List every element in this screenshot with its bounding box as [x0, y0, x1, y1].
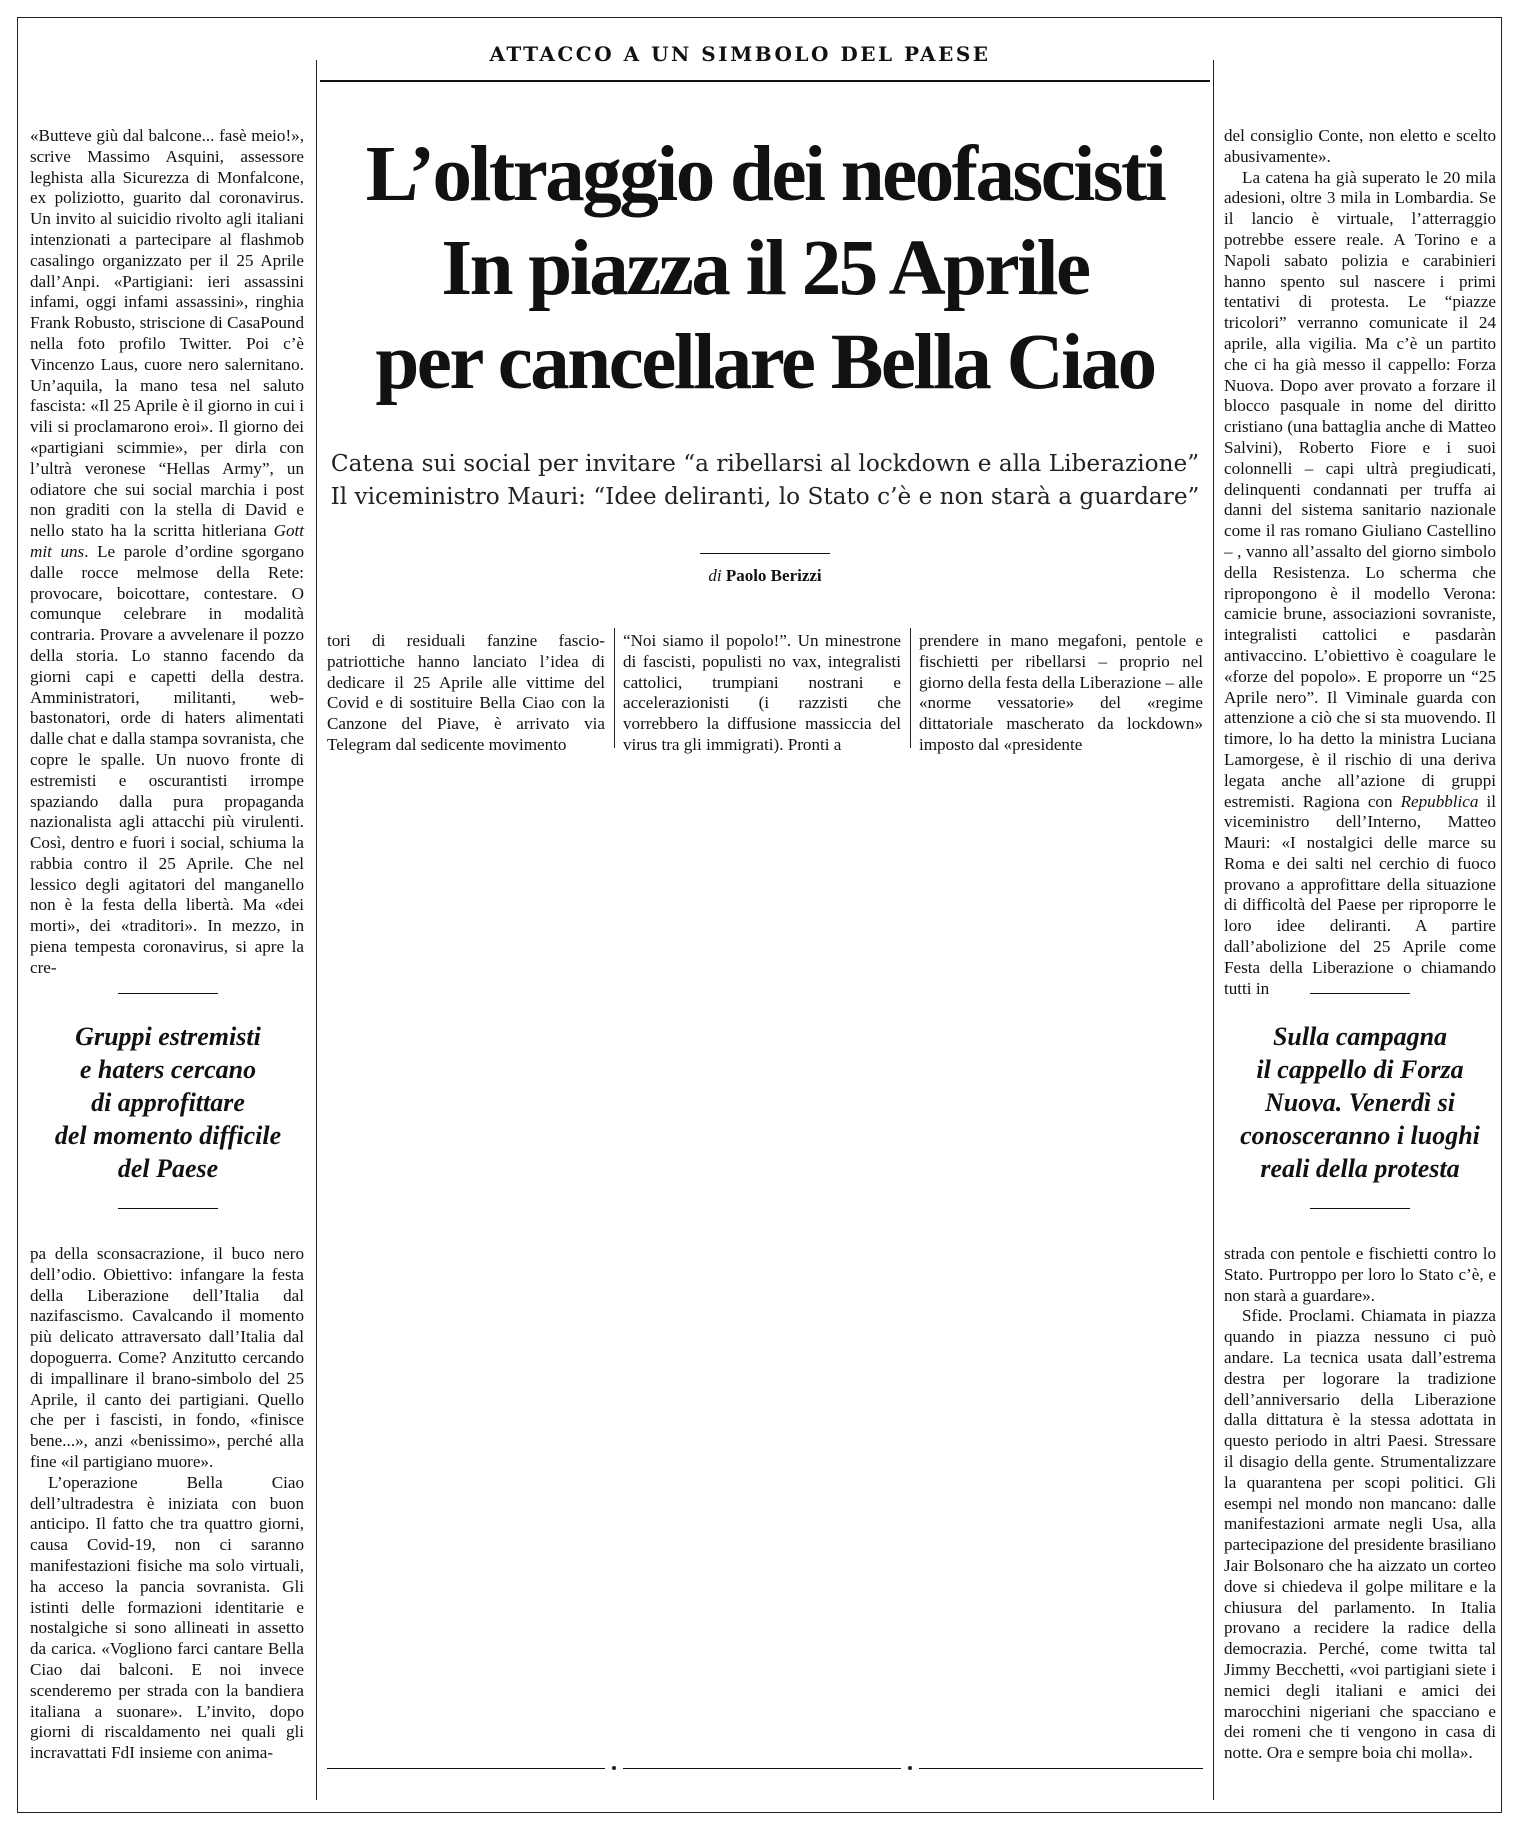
byline-rule: [700, 553, 830, 554]
right-top-text: La catena ha già superato le 20 mila adesioni, oltre 3 mila in Lombardia. Se il lancio è virtuale, l’atterraggio potrebbe essere reale. A Torino e a Napoli sabato polizia e carabinieri hanno spento sul nascere i primi tentativi di protesta. Le “piazze tricolori” verranno comunicate il 24 aprile, alla vigilia. Ma c’è un partito che ci ha già messo il cappello: Forza Nuova. Dopo aver provato a forzare il blocco pasquale in nome del diritto cristiano (una battaglia anche di Matteo Salvini), Roberto Fiore e i suoi colonnelli – capi ultrà pregiudicati, delinquenti condannati per truffa ai danni del sistema sanitario nazionale come il ras romano Giuliano Castellino – , vanno all’assalto del giorno simbolo della Resistenza. Lo scherma che ripropongono è il modello Verona: camicie brune, associazioni sovraniste, integralisti cattolici e pasdaràn antivaccino. L’obiettivo è coagulare le «forze del popolo». E proporre un “25 Aprile nero”. Il Viminale guarda con attenzione a ciò che si sta muovendo. Il timore, lo ha detto la ministra Luciana Lamorgese, è il rischio di una deriva legata anche all’azione di gruppi estremisti. Ragiona con: [1224, 167, 1496, 811]
byline: [600, 566, 930, 586]
bottom-rule-center: [623, 1768, 901, 1769]
left-top-text-end: . Le parole d’ordine sgorgano dalle rocce melmose della Rete: provocare, boicottare, contestare. O comunque celebrare in modalità contraria. Provare a avvelenare il pozzo della storia. Lo stanno facendo da giorni capi e capetti della destra. Amministratori, militanti, web-bastonatori, orde di haters alimentati dalle chat e dalla stampa sovranista, che copre le spalle. Un nuovo fronte di estremisti e oscurantisti irrompe spaziando dalla pura propaganda nazionalista agli attacchi più virulenti. Così, dentro e fuori i social, schiuma la rabbia contro il 25 Aprile. Che nel lessico degli agitatori del manganello non è la festa della libertà. Ma «dei morti», dei «traditori». In mezzo, in piena tempesta coronavirus, si apre la cre-: [30, 541, 304, 977]
deck: Catena sui social per invitare “a ribellarsi al lockdown e alla Liberazione” Il viceministro Mauri: “Idee deliranti, lo Stato c’è e non starà a guardare”: [330, 450, 1200, 510]
right-top-paragraph-1: del consiglio Conte, non eletto e scelto abusivamente».: [1224, 126, 1496, 166]
right-bottom-paragraph-2: Sfide. Proclami. Chiamata in piazza quando in piazza nessuno ci può andare. La tecnica usata dall’estrema destra per logorare la tradizione dell’anniversario della Liberazione dalla dittatura è la stessa adottata in questo periodo in altri Paesi. Stressare il disagio della gente. Strumentalizzare la quarantena per scopi politici. Gli esempi nel mondo non mancano: dalle manifestazioni armate negli Usa, alla partecipazione del presidente brasiliano Jair Bolsonaro che ha aizzato un corteo dove si chiedeva il golpe militare e la chiusura del parlamento. In Italia provano a recidere la radice della democrazia. Perché, come twitta tal Jimmy Becchetti, «voi partigiani siete i nemici degli italiani e amici dei marocchini nigeriani che spacciano e dei romeni che ti vengono in casa di notte. Ora e sempre boia chi molla».: [1224, 1306, 1496, 1763]
pull-left-rule-bottom: [118, 1208, 218, 1209]
pull-right-rule-top: [1310, 993, 1410, 994]
left-bottom-paragraph-2: L’operazione Bella Ciao dell’ultradestra è iniziata con buon anticipo. Il fatto che tra quattro giorni, causa Covid-19, non ci saranno manifestazioni fisiche ma solo virtuali, ha acceso la pancia sovranista. Gli istinti delle formazioni identitarie e nostalgiche si sono allineati in assetto da carica. «Vogliono farci cantare Bella Ciao dai balconi. E noi invece scenderemo per strada con la bandiera italiana a suonare». L’invito, dopo giorni di riscaldamento nei quali gli incravattati FdI insieme con anima-: [30, 1472, 304, 1763]
pull-left-rule-top: [118, 993, 218, 994]
byline-author: Paolo Berizzi: [725, 566, 822, 585]
kicker-rule: [320, 80, 1210, 82]
middle-column-3-text: prendere in mano megafoni, pentole e fischietti per ribellarsi – proprio nel giorno della festa della Liberazione – alle «norme vessatorie» del «regime dittatoriale mascherato da lockdown» imposto dal «presidente: [919, 631, 1203, 754]
middle-column-2: [623, 631, 901, 754]
pull-quote-right: Sulla campagna il cappello di Forza Nuova. Venerdì si conosceranno i luoghi reali della protesta: [1240, 1022, 1480, 1183]
image-area-blank: [317, 757, 1213, 1767]
middle-column-2-text: “Noi siamo il popolo!”. Un minestrone di fascisti, populisti no vax, integralisti cattolici, trumpiani nostrani e accelerazionisti (i razzisti che vorrebbero la diffusione massiccia del virus tra gli immigrati). Pronti a: [623, 631, 901, 754]
bottom-rule-right: [919, 1768, 1203, 1769]
left-top-italic: Gott mit uns: [30, 521, 304, 561]
bottom-dot-2: [908, 1766, 912, 1770]
headline: L’oltraggio dei neofascisti In piazza il 25 Aprile per cancellare Bella Ciao: [365, 131, 1165, 406]
right-top-paragraph-2: [1224, 168, 1496, 1000]
right-bottom-paragraph-1: strada con pentole e fischietti contro lo Stato. Purtroppo per loro lo Stato c’è, e non starà a guardare».: [1224, 1244, 1496, 1305]
right-column-top: [1224, 126, 1496, 998]
column-rule-right: [1213, 60, 1214, 1800]
left-top-paragraph: [30, 126, 304, 979]
right-column-bottom: [1224, 1244, 1496, 1764]
right-top-italic: Repubblica: [1400, 791, 1479, 811]
byline-prefix: di: [708, 566, 722, 585]
left-column-bottom: [30, 1244, 304, 1764]
middle-column-1-text: tori di residuali fanzine fascio-patriottiche hanno lanciato l’idea di dedicare il 25 Aprile alle vittime del Covid e di sostituire Bella Ciao con la Canzone del Piave, è arrivato via Telegram dal sedicente movimento: [327, 631, 605, 754]
middle-rule-2: [910, 628, 911, 748]
middle-rule-1: [614, 628, 615, 748]
left-top-text: «Butteve giù dal balcone... fasè meio!», scrive Massimo Asquini, assessore leghista alla Sicurezza di Monfalcone, ex poliziotto, guarito dal coronavirus. Un invito al suicidio rivolto agli italiani intenzionati a partecipare al flashmob casalingo organizzato per il 25 Aprile dall’Anpi. «Partigiani: ieri assassini infami, oggi infami assassini», ringhia Frank Robusto, striscione di CasaPound nella foto profilo Twitter. Poi c’è Vincenzo Laus, cuore nero salernitano. Un’aquila, la mano tesa nel saluto fascista: «Il 25 Aprile è il giorno in cui i vili si proclamarono eroi». Il giorno dei «partigiani scimmie», per dirla con l’ultrà veronese “Hellas Army”, un odiatore che sui social marchia i post non graditi con la stella di David e nello stato ha la scritta hitleriana: [30, 126, 304, 541]
pull-right-rule-bottom: [1310, 1208, 1410, 1209]
left-bottom-paragraph-1: pa della sconsacrazione, il buco nero dell’odio. Obiettivo: infangare la festa della Liberazione dell’Italia dal nazifascismo. Cavalcando il momento più delicato attraversato dall’Italia dal dopoguerra. Come? Anzitutto cercando di impallinare il brano-simbolo del 25 Aprile, il canto dei partigiani. Quello che per i fascisti, in fondo, «finisce bene...», anzi «benissimo», perché alla fine «il partigiano muore».: [30, 1244, 304, 1471]
left-column-top: [30, 126, 304, 977]
middle-column-3: [919, 631, 1203, 754]
right-top-text-end: il viceministro dell’Interno, Matteo Mauri: «I nostalgici delle marce su Roma e dei salti nel cerchio di fuoco provano a approfittare della situazione di difficoltà del Paese per riproporre le loro idee deliranti. A partire dall’abolizione del 25 Aprile come Festa della Liberazione o chiamando tutti in: [1224, 791, 1496, 998]
pull-quote-left: Gruppi estremisti e haters cercano di approfittare del momento difficile del Paese: [54, 1022, 282, 1183]
middle-column-1: [327, 631, 605, 754]
bottom-dot-1: [612, 1766, 616, 1770]
kicker: ATTACCO A UN SIMBOLO DEL PAESE: [489, 42, 991, 66]
bottom-rule-left: [327, 1768, 605, 1769]
